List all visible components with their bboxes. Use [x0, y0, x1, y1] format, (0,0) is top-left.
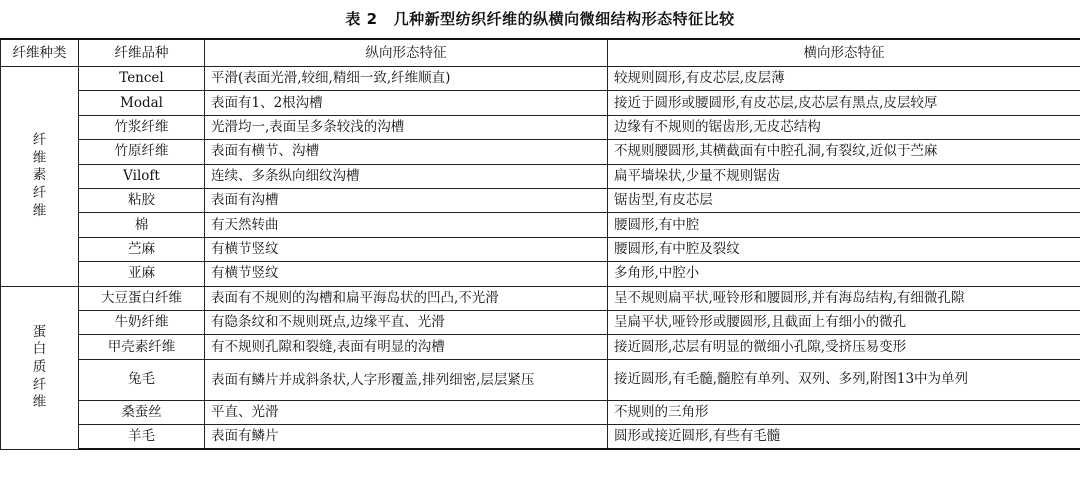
longitudinal-cell: 表面有鳞片并成斜条状,人字形覆盖,排列细密,层层紧压: [205, 359, 608, 400]
fiber-comparison-table: [0, 38, 1080, 450]
transverse-cell: 呈不规则扁平状,哑铃形和腰圆形,并有海岛结构,有细微孔隙: [608, 286, 1080, 310]
variety-cell: 竹原纤维: [79, 140, 205, 164]
transverse-cell: 锯齿型,有皮芯层: [608, 188, 1080, 212]
longitudinal-cell: 表面有横节、沟槽: [205, 140, 608, 164]
longitudinal-cell: 连续、多条纵向细纹沟槽: [205, 164, 608, 188]
longitudinal-cell: 有不规则孔隙和裂缝,表面有明显的沟槽: [205, 335, 608, 359]
table-row: [1, 164, 1080, 188]
variety-cell: 牛奶纤维: [79, 310, 205, 334]
table-number: 表 2: [345, 9, 378, 28]
transverse-cell: 接近圆形,芯层有明显的微细小孔隙,受挤压易变形: [608, 335, 1080, 359]
variety-cell: 粘胶: [79, 188, 205, 212]
table-row: [1, 91, 1080, 115]
category-cell-cellulose: 纤维素纤维: [1, 67, 79, 287]
table-row: [1, 335, 1080, 359]
longitudinal-cell: 表面有1、2根沟槽: [205, 91, 608, 115]
header-transverse: 横向形态特征: [608, 39, 1080, 67]
variety-cell: 桑蚕丝: [79, 400, 205, 424]
table-row: [1, 67, 1080, 91]
table-row: [1, 188, 1080, 212]
transverse-cell: 扁平墙垛状,少量不规则锯齿: [608, 164, 1080, 188]
longitudinal-cell: 有横节竖纹: [205, 262, 608, 286]
table-row: [1, 286, 1080, 310]
longitudinal-cell: 表面有鳞片: [205, 425, 608, 450]
variety-cell: Tencel: [79, 67, 205, 91]
table-caption: [0, 0, 1080, 36]
variety-cell: 苎麻: [79, 237, 205, 261]
table-row: [1, 262, 1080, 286]
table-row: [1, 237, 1080, 261]
variety-cell: 亚麻: [79, 262, 205, 286]
longitudinal-cell: 有天然转曲: [205, 213, 608, 237]
transverse-cell: 腰圆形,有中腔: [608, 213, 1080, 237]
variety-cell: 兔毛: [79, 359, 205, 400]
transverse-cell: 圆形或接近圆形,有些有毛髓: [608, 425, 1080, 450]
table-row: [1, 213, 1080, 237]
variety-cell: 棉: [79, 213, 205, 237]
table-row: [1, 115, 1080, 139]
transverse-cell: 接近于圆形或腰圆形,有皮芯层,皮芯层有黑点,皮层较厚: [608, 91, 1080, 115]
header-row: [1, 39, 1080, 67]
variety-cell: Modal: [79, 91, 205, 115]
table-row: [1, 425, 1080, 450]
longitudinal-cell: 有横节竖纹: [205, 237, 608, 261]
transverse-cell: 边缘有不规则的锯齿形,无皮芯结构: [608, 115, 1080, 139]
longitudinal-cell: 平滑(表面光滑,较细,精细一致,纤维顺直): [205, 67, 608, 91]
header-variety: 纤维品种: [79, 39, 205, 67]
variety-cell: 大豆蛋白纤维: [79, 286, 205, 310]
longitudinal-cell: 有隐条纹和不规则斑点,边缘平直、光滑: [205, 310, 608, 334]
header-category: 纤维种类: [1, 39, 79, 67]
transverse-cell: 多角形,中腔小: [608, 262, 1080, 286]
table-row: [1, 400, 1080, 424]
transverse-cell: 较规则圆形,有皮芯层,皮层薄: [608, 67, 1080, 91]
transverse-cell: 腰圆形,有中腔及裂纹: [608, 237, 1080, 261]
variety-cell: 甲壳素纤维: [79, 335, 205, 359]
longitudinal-cell: 表面有不规则的沟槽和扁平海岛状的凹凸,不光滑: [205, 286, 608, 310]
transverse-cell: 不规则的三角形: [608, 400, 1080, 424]
longitudinal-cell: 光滑均一,表面呈多条较浅的沟槽: [205, 115, 608, 139]
longitudinal-cell: 平直、光滑: [205, 400, 608, 424]
variety-cell: Viloft: [79, 164, 205, 188]
transverse-cell: 呈扁平状,哑铃形或腰圆形,且截面上有细小的微孔: [608, 310, 1080, 334]
variety-cell: 竹浆纤维: [79, 115, 205, 139]
table-row: [1, 359, 1080, 400]
table-title: 几种新型纺织纤维的纵横向微细结构形态特征比较: [393, 9, 735, 28]
variety-cell: 羊毛: [79, 425, 205, 450]
longitudinal-cell: 表面有沟槽: [205, 188, 608, 212]
category-cell-protein: 蛋白质纤维: [1, 286, 79, 449]
transverse-cell: 不规则腰圆形,其横截面有中腔孔洞,有裂纹,近似于苎麻: [608, 140, 1080, 164]
transverse-cell: 接近圆形,有毛髓,髓腔有单列、双列、多列,附图13中为单列: [608, 359, 1080, 400]
table-row: [1, 140, 1080, 164]
table-row: [1, 310, 1080, 334]
header-longitudinal: 纵向形态特征: [205, 39, 608, 67]
